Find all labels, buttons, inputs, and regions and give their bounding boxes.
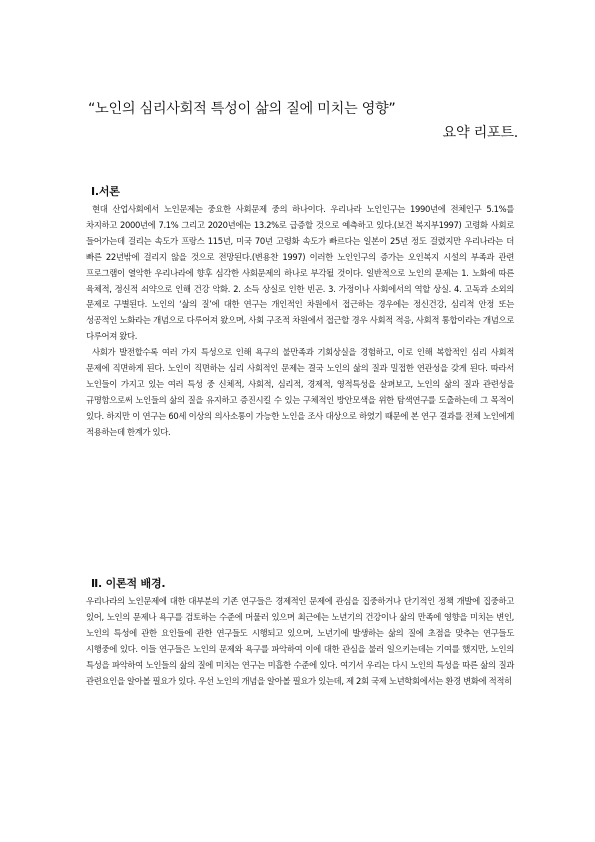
title-line-2: 요약 리포트. xyxy=(442,125,518,141)
section-heading-introduction: Ⅰ.서론 xyxy=(91,185,120,198)
section-theoretical-background xyxy=(86,576,514,689)
paragraph: 우리나라의 노인문제에 대한 대부분의 기존 연구들은 경제적인 문제에 관심을 집중하거나 단기적인 정책 개발에 집중하고 있어, 노인의 문제나 욕구를 검토하는 수준에 머물러 있으며 최근에는 노년기의 건강이나 삶의 만족에 영향을 미치는 변인, 노인의 특성에 관한 요인들에 관한 연구들도 시행되고 있으며, 노년기에 발생하는 삶의 질에 초점을 맞추는 연구들도 시행중에 있다. 이들 연구들은 노인의 문제와 욕구를 파악하여 이에 대한 관심을 불러 일으키는데는 기여를 했지만, 노인의 특성을 파악하여 노인들의 삶의 질에 미치는 연구는 미흡한 수준에 있다. 여기서 우리는 다시 노인의 특성을 따른 삶의 질과 관련요인을 알아볼 필요가 있다. 우선 노인의 개념을 알아볼 필요가 있는데, 제 2회 국제 노년학회에서는 환경 변화에 적적히 xyxy=(86,596,514,686)
document-title xyxy=(88,99,518,143)
paragraph: 사회가 발전할수록 여러 가지 특성으로 인해 욕구의 불만족과 기회상실을 경험하고, 이로 인해 복합적인 심리 사회적 문제에 직면하게 된다. 노인이 직면하는 심리 사회적인 문제는 결국 노인의 삶의 질과 밀접한 연관성을 갖게 된다. 따라서 노인들이 가지고 있는 여러 특성 중 신체적, 사회적, 심리적, 경제적, 영적특성을 살펴보고, 노인의 삶의 질과 관련성을 규명함으로써 노인들의 삶의 질을 유지하고 증진시킬 수 있는 구체적인 방안모색을 위한 탐색연구를 도출하는데 그 목적이 있다. 하지만 이 연구는 60세 이상의 의사소통이 가능한 노인을 조사 대상으로 하였기 때문에 본 연구 결과를 전체 노인에게 적용하는데 한계가 있다. xyxy=(86,347,514,437)
title-line-1: “노인의 심리사회적 특성이 삶의 질에 미치는 영향” xyxy=(88,101,396,117)
section-body-introduction xyxy=(86,202,514,441)
section-body-theoretical-background xyxy=(86,594,514,689)
paragraph: 현대 산업사회에서 노인문제는 중요한 사회문제 중의 하나이다. 우리나라 노인인구는 1990년에 전체인구 5.1%를 차지하고 2000년에 7.1% 그리고 2020년에는 13.2%로 급증할 것으로 예측하고 있다.(보건 복지부1997) 고령화 사회로 들어가는데 걸리는 속도가 프랑스 115년, 미국 70년 고령화 속도가 빠르다는 일본이 25년 정도 걸렸지만 우리나라는 더 빠른 22년밖에 걸리지 않을 것으로 전망된다.(변용찬 1997) 이러한 노인인구의 증가는 오인복지 시설의 부족과 관련 프로그램이 열악한 우리나라에 향후 심각한 사회문제의 하나로 부각될 것이다. 일반적으로 노인의 문제는 1. 노화에 따른 육체적, 정신적 쇠약으로 인해 건강 악화. 2. 소득 상실로 인한 빈곤. 3. 가정이나 사회에서의 역할 상실. 4. 고독과 소외의 문제로 구별된다. 노인의 ‘삶의 질’에 대한 연구는 개인적인 차원에서 접근하는 경우에는 정신건강, 심리적 안정 또는 성공적인 노화라는 개념으로 다루어져 왔으며, 사회 구조적 차원에서 접근할 경우 사회적 적응, 사회적 통합이라는 개념으로 다루어져 왔다. xyxy=(86,204,514,342)
section-heading-theoretical-background: Ⅱ. 이론적 배경. xyxy=(91,577,166,590)
section-introduction xyxy=(86,184,514,441)
